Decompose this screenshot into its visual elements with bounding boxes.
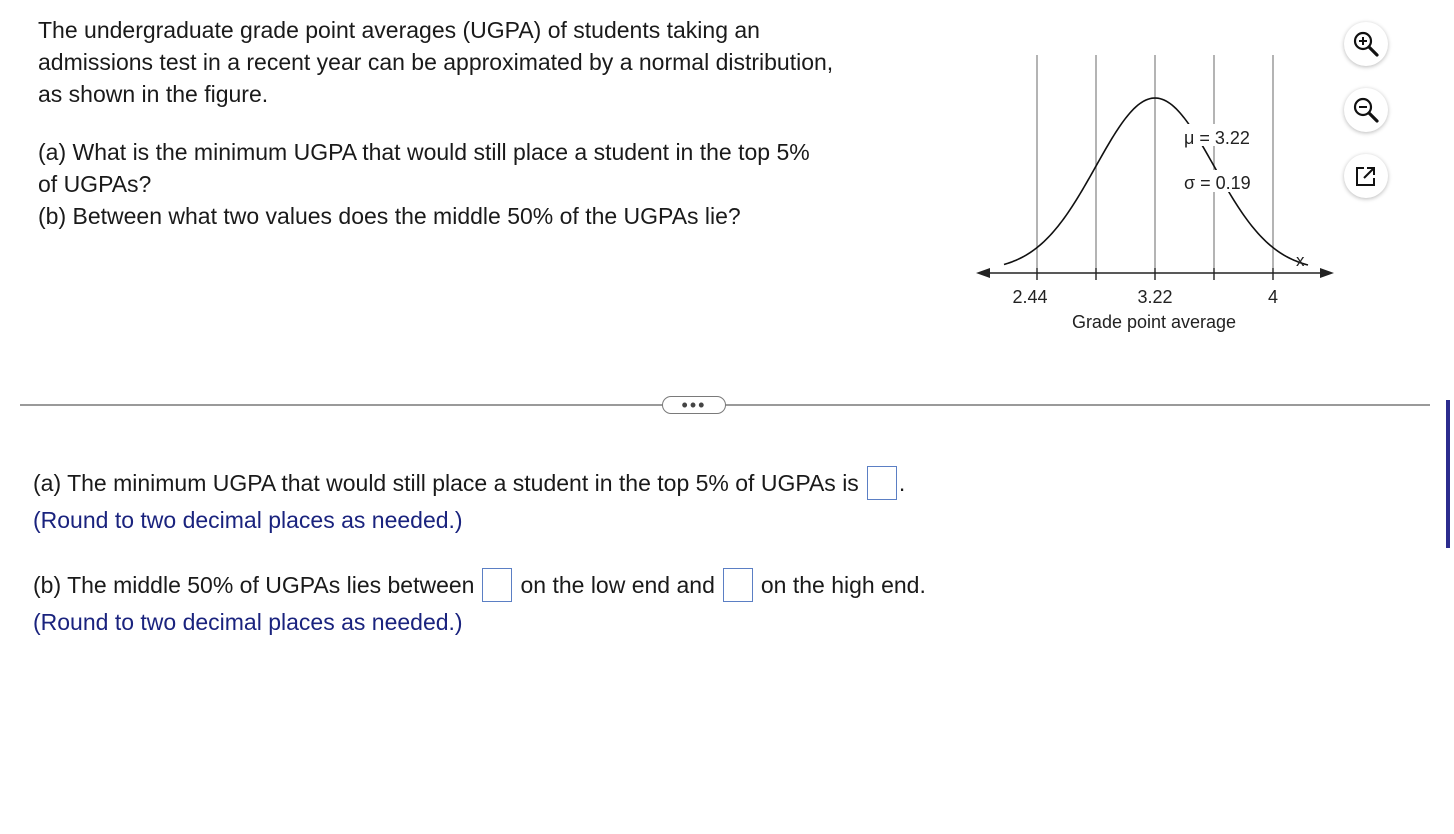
scroll-indicator bbox=[1446, 400, 1450, 548]
zoom-in-button[interactable] bbox=[1344, 22, 1388, 66]
question-part-a-line: (a) What is the minimum UGPA that would still place a student in the top 5% bbox=[38, 139, 810, 165]
answer-a-input[interactable] bbox=[867, 466, 897, 500]
popout-button[interactable] bbox=[1344, 154, 1388, 198]
answer-b-text: (b) The middle 50% of UGPAs lies between bbox=[33, 572, 475, 598]
question-intro-line: as shown in the figure. bbox=[38, 81, 269, 107]
x-variable-label: x bbox=[1296, 251, 1305, 270]
tick-label: 4 bbox=[1267, 287, 1279, 307]
question-text bbox=[38, 14, 958, 232]
answer-a bbox=[33, 466, 905, 536]
answer-a-hint: (Round to two decimal places as needed.) bbox=[33, 507, 463, 533]
zoom-out-icon bbox=[1351, 95, 1381, 125]
answer-b-low-input[interactable] bbox=[482, 568, 512, 602]
mu-label: μ = 3.22 bbox=[1184, 128, 1250, 148]
question-part-a-line: of UGPAs? bbox=[38, 171, 152, 197]
answer-b bbox=[33, 568, 926, 638]
question-part-b: (b) Between what two values does the middle 50% of the UGPAs lie? bbox=[38, 203, 741, 229]
zoom-out-button[interactable] bbox=[1344, 88, 1388, 132]
normal-curve bbox=[1004, 98, 1308, 265]
answer-b-high-input[interactable] bbox=[723, 568, 753, 602]
more-button[interactable]: ••• bbox=[662, 396, 726, 414]
axis-title: Grade point average bbox=[1071, 312, 1237, 332]
tick-label: 2.44 bbox=[1012, 287, 1048, 307]
tick-label: 3.22 bbox=[1137, 287, 1173, 307]
answer-b-end-text: on the high end. bbox=[760, 572, 926, 598]
answer-b-middle-text: on the low end and bbox=[520, 572, 715, 598]
question-intro-line: The undergraduate grade point averages (UGPA) of students taking an bbox=[38, 17, 760, 43]
answer-b-hint: (Round to two decimal places as needed.) bbox=[33, 609, 463, 635]
sigma-label: σ = 0.19 bbox=[1184, 173, 1251, 193]
normal-distribution-figure bbox=[970, 40, 1350, 340]
x-axis-right-arrow bbox=[1320, 268, 1334, 278]
zoom-in-icon bbox=[1351, 29, 1381, 59]
answer-a-text: (a) The minimum UGPA that would still place a student in the top 5% of UGPAs is bbox=[33, 470, 859, 496]
x-axis-left-arrow bbox=[976, 268, 990, 278]
normal-curve-graph bbox=[970, 40, 1350, 340]
answer-a-period: . bbox=[898, 470, 906, 496]
external-link-icon bbox=[1353, 163, 1379, 189]
tool-buttons bbox=[1344, 22, 1392, 220]
question-intro-line: admissions test in a recent year can be approximated by a normal distribution, bbox=[38, 49, 834, 75]
